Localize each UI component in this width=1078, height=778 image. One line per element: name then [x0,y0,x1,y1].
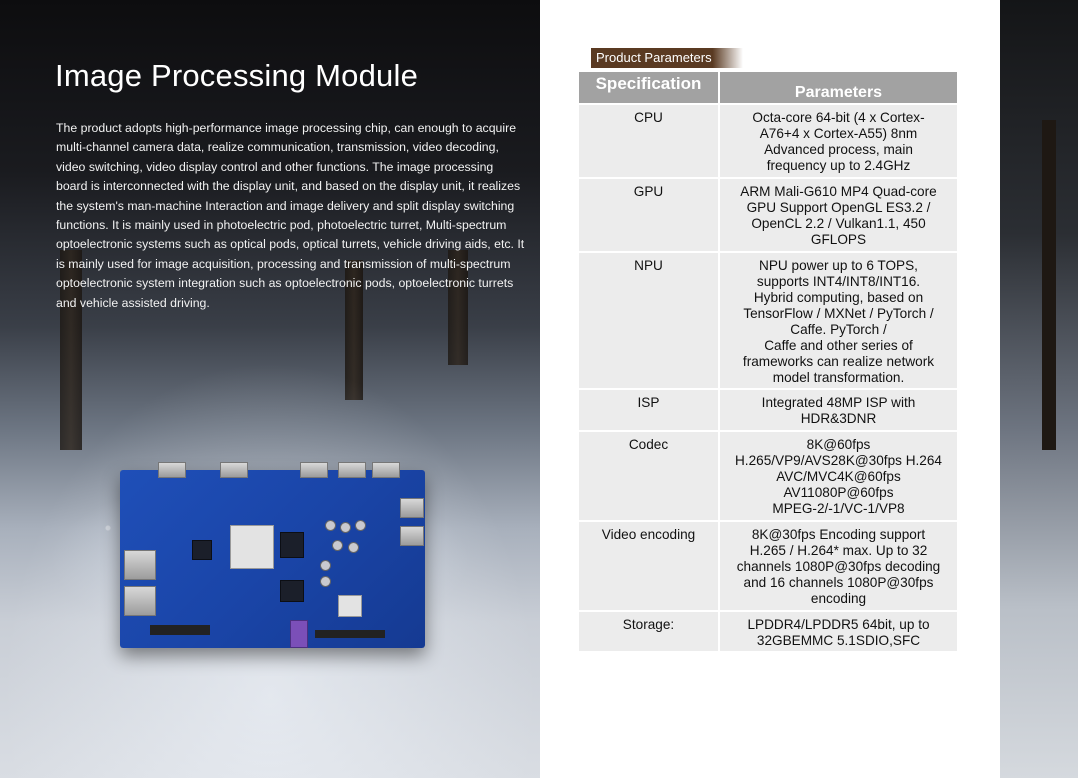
table-row [579,611,957,652]
param-cell: NPU power up to 6 TOPS, supports INT4/INT8/INT16. Hybrid computing, based on TensorFlow / MXNet / PyTorch / Caffe. PyTorch / Caffe and other series of frameworks can realize network model transformation. [719,252,957,389]
circuit-board-image [120,470,425,648]
param-cell: 8K@60fps H.265/VP9/AVS28K@30fps H.264 AVC/MVC4K@60fps AV11080P@60fps MPEG-2/-1/VC-1/VP8 [719,431,957,521]
memory-chip [192,540,212,560]
column-header-specification: Specification [579,72,719,104]
capacitor [332,540,343,551]
spec-cell: NPU [579,252,719,389]
pin-header [315,630,385,638]
soc-chip [230,525,274,569]
usb-port [400,498,424,518]
section-label-product-parameters: Product Parameters [591,48,743,68]
ethernet-port [124,550,156,580]
decorative-photo-strip [1000,0,1078,778]
module-chip [338,595,362,617]
spec-cell: Video encoding [579,521,719,611]
table-row [579,178,957,252]
page-title: Image Processing Module [55,58,419,93]
capacitor [325,520,336,531]
table-row [579,431,957,521]
capacitor [320,560,331,571]
capacitor [355,520,366,531]
parameters-table [579,72,957,653]
spec-cell: ISP [579,389,719,431]
pin-header [150,625,210,635]
param-cell: ARM Mali-G610 MP4 Quad-core GPU Support OpenGL ES3.2 / OpenCL 2.2 / Vulkan1.1, 450 GFLOPS [719,178,957,252]
param-cell: LPDDR4/LPDDR5 64bit, up to 32GBEMMC 5.1SDIO,SFC [719,611,957,652]
column-header-parameters: Parameters [719,72,957,104]
capacitor [320,576,331,587]
table-row [579,389,957,431]
table-row [579,521,957,611]
param-cell: 8K@30fps Encoding support H.265 / H.264* max. Up to 32 channels 1080P@30fps decoding and 16 channels 1080P@30fps encoding [719,521,957,611]
capacitor [348,542,359,553]
sata-connector [290,620,308,648]
table-row [579,104,957,178]
hdmi-port [338,462,366,478]
spec-cell: Codec [579,431,719,521]
memory-chip [280,580,304,602]
hdmi-port [158,462,186,478]
table-header-row [579,72,957,104]
product-description: The product adopts high-performance image processing chip, can enough to acquire multi-channel camera data, realize communication, transmission, video decoding, video switching, video display control and other functions. The image processing board is interconnected with the display unit, and based on the display unit, it realizes the system's man-machine Interaction and image delivery and split display switching functions. It is mainly used in photoelectric pod, photoelectric turret, Multi-spectrum optoelectronic systems such as optical pods, optical turrets, vehicle driving aids, etc. It is mainly used for image acquisition, processing and transmission of multi-spectrum optoelectronic system integration such as optoelectronic pods, optoelectronic turrets and vehicle assisted driving. [56,121,525,310]
background-tree-trunk [1042,120,1056,450]
hdmi-port [372,462,400,478]
hdmi-port [300,462,328,478]
table-row [579,252,957,389]
param-cell: Octa-core 64-bit (4 x Cortex- A76+4 x Cortex-A55) 8nm Advanced process, main frequency up to 2.4GHz [719,104,957,178]
spec-cell: Storage: [579,611,719,652]
capacitor [340,522,351,533]
usb-port [400,526,424,546]
param-cell: Integrated 48MP ISP with HDR&3DNR [719,389,957,431]
spec-cell: CPU [579,104,719,178]
memory-chip [280,532,304,558]
spec-cell: GPU [579,178,719,252]
hdmi-port [220,462,248,478]
ethernet-port [124,586,156,616]
